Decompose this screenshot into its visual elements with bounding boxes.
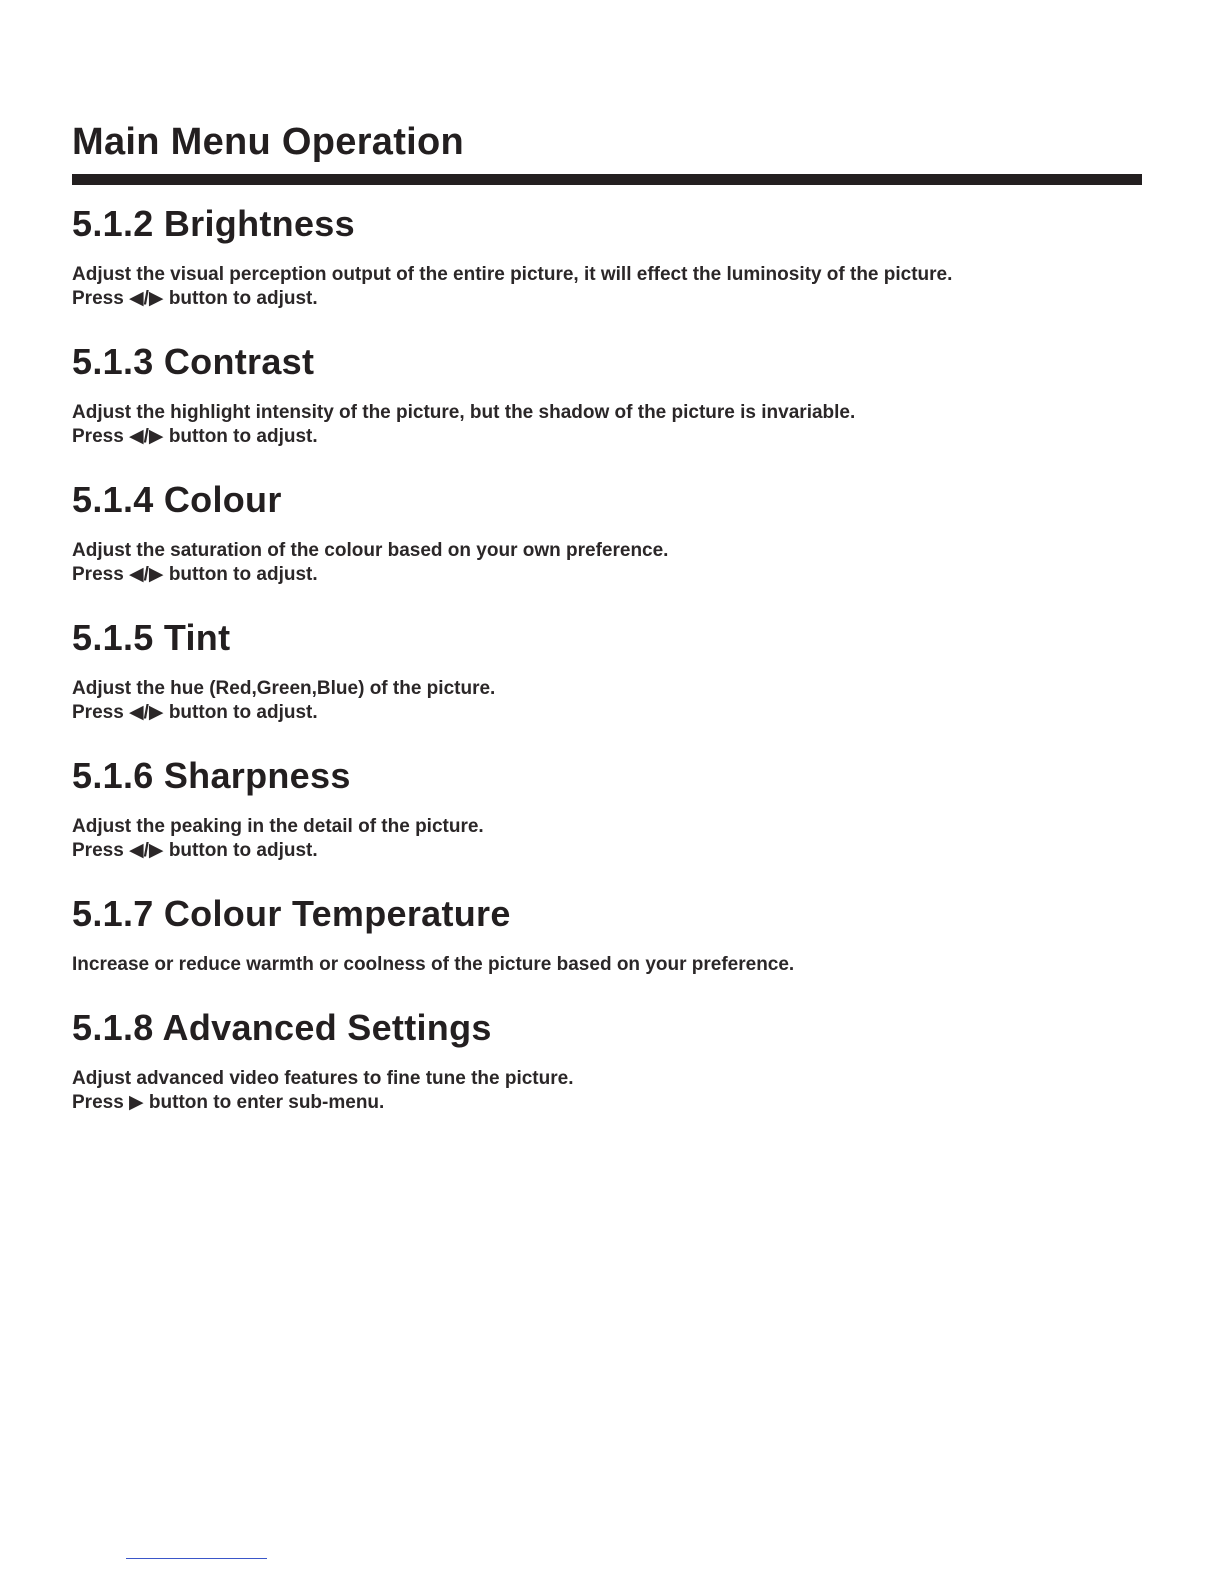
title-divider [72, 174, 1142, 185]
section-heading: 5.1.8 Advanced Settings [72, 1007, 492, 1048]
section-description: Adjust the peaking in the detail of the picture. [72, 816, 484, 837]
section-body [72, 661, 1142, 725]
section-contrast [72, 339, 1142, 449]
section-body [72, 247, 1142, 311]
section-heading: 5.1.7 Colour Temperature [72, 893, 511, 934]
section-tint [72, 615, 1142, 725]
section-instruction: Press ◀/▶ button to adjust. [72, 288, 318, 309]
section-heading: 5.1.6 Sharpness [72, 755, 351, 796]
page-title: Main Menu Operation [72, 121, 465, 163]
section-heading: 5.1.5 Tint [72, 617, 231, 658]
section-advanced-settings [72, 1005, 1142, 1115]
section-description: Adjust the highlight intensity of the picture, but the shadow of the picture is invariable. [72, 402, 856, 423]
section-brightness [72, 201, 1142, 311]
section-description: Adjust the visual perception output of the entire picture, it will effect the luminosity of the picture. [72, 264, 953, 285]
section-heading: 5.1.4 Colour [72, 479, 282, 520]
section-body [72, 385, 1142, 449]
section-description: Adjust advanced video features to fine tune the picture. [72, 1068, 574, 1089]
section-instruction: Press ◀/▶ button to adjust. [72, 426, 318, 447]
section-instruction: Press ◀/▶ button to adjust. [72, 564, 318, 585]
section-instruction: Press ▶ button to enter sub-menu. [72, 1092, 385, 1113]
section-heading: 5.1.2 Brightness [72, 203, 355, 244]
section-sharpness [72, 753, 1142, 863]
section-colour [72, 477, 1142, 587]
footer-link-underline [126, 1558, 267, 1559]
section-body [72, 937, 1142, 977]
section-body [72, 799, 1142, 863]
section-body [72, 523, 1142, 587]
section-colour-temperature [72, 891, 1142, 977]
section-heading: 5.1.3 Contrast [72, 341, 315, 382]
section-body [72, 1051, 1142, 1115]
section-instruction: Press ◀/▶ button to adjust. [72, 840, 318, 861]
section-description: Adjust the saturation of the colour based on your own preference. [72, 540, 669, 561]
section-instruction: Press ◀/▶ button to adjust. [72, 702, 318, 723]
section-description: Increase or reduce warmth or coolness of the picture based on your preference. [72, 954, 795, 975]
section-description: Adjust the hue (Red,Green,Blue) of the picture. [72, 678, 496, 699]
